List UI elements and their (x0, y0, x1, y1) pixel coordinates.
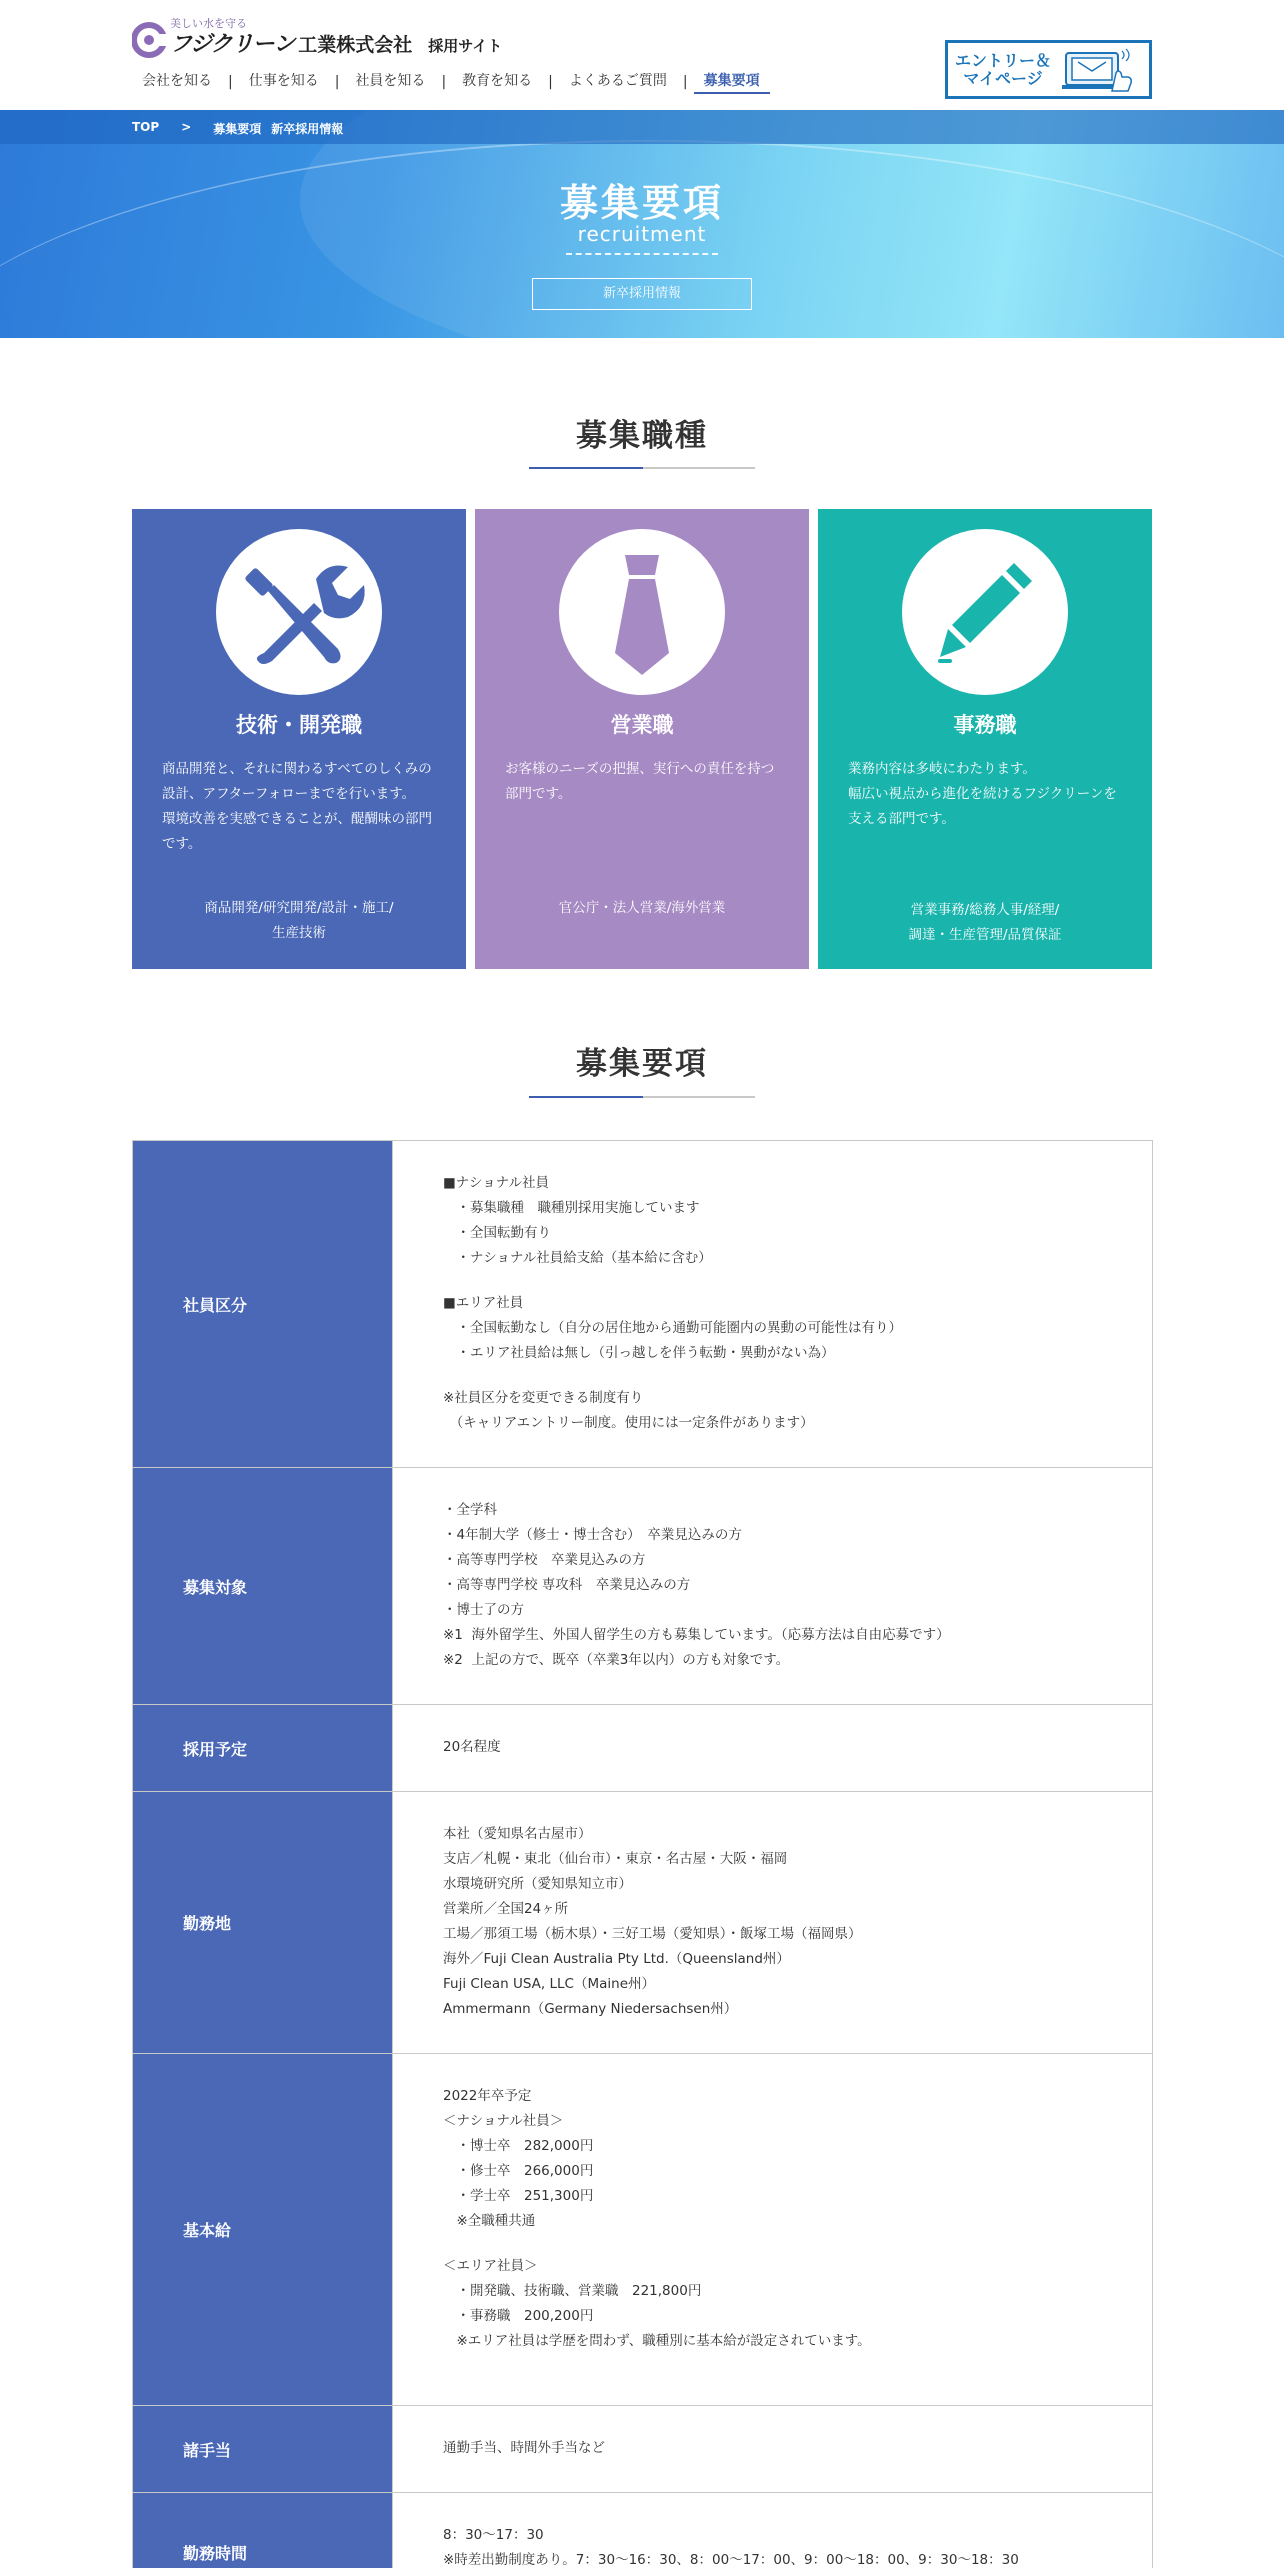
row-label: 募集対象 (133, 1468, 393, 1704)
row-text-line: ・博士了の方 (443, 1602, 524, 1618)
row-text-line: ・修士卒 266,000円 (443, 2163, 594, 2179)
row-text-line: ■エリア社員 (443, 1295, 524, 1311)
row-content (393, 2406, 1152, 2492)
row-text-line: ※時差出勤制度あり。7：30～16：30、8：00～17：00、9：00～18：00、9：30～18：30 (443, 2552, 1019, 2568)
row-label: 基本給 (133, 2054, 393, 2405)
company-logo[interactable] (132, 16, 502, 58)
breadcrumb-current: 新卒採用情報 (271, 122, 344, 136)
job-card-positions: 営業事務/総務人事/経理/ 調達・生産管理/品質保証 (908, 902, 1062, 943)
row-text-line: 工場／那須工場（栃木県）・三好工場（愛知県）・飯塚工場（福岡県） (443, 1926, 862, 1942)
section-underline (529, 1096, 755, 1098)
row-text-line: ・事務職 200,200円 (443, 2308, 594, 2324)
job-card-description: お客様のニーズの把握、実行への責任を持つ部門です。 (505, 761, 775, 802)
nav-separator: | (441, 74, 447, 90)
job-card-positions: 官公庁・法人営業/海外営業 (558, 900, 726, 916)
section-underline (529, 467, 755, 469)
requirements-section-title: 募集要項 (576, 1046, 708, 1082)
table-row (133, 2054, 1152, 2406)
row-text-line: ＜ナショナル社員＞ (443, 2113, 564, 2129)
nav-separator: | (334, 74, 340, 90)
job-card-title: 事務職 (953, 713, 1017, 737)
row-text-line: ※2 上記の方で、既卒（卒業3年以内）の方も対象です。 (443, 1652, 790, 1668)
job-card-description: 業務内容は多岐にわたります。 幅広い視点から進化を続けるフジクリーンを支える部門です。 (848, 761, 1117, 827)
block-gap (443, 2234, 1152, 2254)
row-text-line: 水環境研究所（愛知県知立市） (443, 1876, 632, 1892)
row-content (393, 2054, 1152, 2405)
site-name: 採用サイト (428, 37, 503, 55)
nav-item-recruitment[interactable]: 募集要項 (694, 70, 770, 94)
table-row (133, 2493, 1152, 2568)
row-text-line: （キャリアエントリー制度。使用には一定条件があります） (443, 1415, 814, 1431)
nav-item-work[interactable]: 仕事を知る (248, 73, 319, 89)
row-text-line: 海外／Fuji Clean Australia Pty Ltd.（Queensland州） (443, 1951, 790, 1967)
tools-icon (216, 529, 382, 695)
row-text-line: ・4年制大学（修士・博士含む） 卒業見込みの方 (443, 1527, 742, 1543)
site-header (0, 0, 1284, 110)
row-content (393, 1141, 1152, 1467)
job-card-office[interactable] (818, 509, 1152, 969)
block-gap (443, 1366, 1152, 1386)
nav-item-education[interactable]: 教育を知る (462, 73, 533, 89)
row-text-line: ・全学科 (443, 1502, 497, 1518)
row-text-line: 本社（愛知県名古屋市） (443, 1826, 592, 1842)
job-card-sales[interactable] (475, 509, 809, 969)
row-label: 勤務時間 (133, 2493, 393, 2568)
job-cards (132, 509, 1152, 969)
main-nav (132, 70, 770, 94)
table-row (133, 1705, 1152, 1792)
table-row (133, 1468, 1152, 1705)
row-label: 社員区分 (133, 1141, 393, 1467)
page-title: 募集要項 (559, 181, 724, 225)
laptop-hand-icon (1058, 47, 1138, 93)
table-row (133, 1792, 1152, 2054)
row-text-line: ・開発職、技術職、営業職 221,800円 (443, 2283, 702, 2299)
hero-divider (566, 253, 718, 255)
logo-brand: フジクリーン (170, 32, 295, 57)
row-text-line: ■ナショナル社員 (443, 1175, 550, 1191)
card-icon-circle (559, 529, 725, 695)
nav-item-company[interactable]: 会社を知る (142, 73, 212, 89)
requirements-table (132, 1140, 1153, 2568)
logo-company: 工業株式会社 (298, 34, 413, 56)
entry-mypage-button[interactable] (945, 40, 1152, 99)
nav-separator: | (682, 74, 688, 90)
jobs-section-title: 募集職種 (576, 418, 708, 454)
row-text-line: ・募集職種 職種別採用実施しています (443, 1200, 700, 1216)
breadcrumb-separator: > (181, 120, 192, 134)
row-text-line: ・エリア社員給は無し（引っ越しを伴う転勤・異動がない為） (443, 1345, 835, 1361)
job-card-title: 営業職 (610, 713, 674, 737)
nav-separator: | (548, 74, 553, 90)
row-text-line: ・高等専門学校 専攻科 卒業見込みの方 (443, 1577, 691, 1593)
row-content (393, 1468, 1152, 1704)
card-icon-circle (902, 529, 1068, 695)
pen-icon (902, 529, 1068, 695)
row-text-line: 支店／札幌・東北（仙台市）・東京・名古屋・大阪・福岡 (443, 1851, 788, 1867)
job-card-title: 技術・開発職 (236, 713, 362, 737)
row-text-line: ※全職種共通 (443, 2213, 536, 2229)
nav-item-faq[interactable]: よくあるご質問 (568, 73, 667, 89)
row-text-line: Fuji Clean USA, LLC（Maine州） (443, 1976, 655, 1992)
job-card-engineering[interactable] (132, 509, 466, 969)
breadcrumb-bar (0, 110, 1284, 144)
hero-tag: 新卒採用情報 (532, 278, 752, 310)
row-content (393, 1705, 1152, 1791)
row-text-line: 通勤手当、時間外手当など (443, 2440, 605, 2456)
row-text-line: ※社員区分を変更できる制度有り (443, 1390, 644, 1406)
logo-mark-icon (132, 20, 166, 58)
table-row (133, 1141, 1152, 1468)
nav-separator: | (228, 74, 233, 90)
row-text-line: 2022年卒予定 (443, 2088, 532, 2104)
block-gap (443, 1271, 1152, 1291)
row-text-line: Ammermann（Germany Niedersachsen州） (443, 2001, 738, 2017)
row-text-line: ・高等専門学校 卒業見込みの方 (443, 1552, 646, 1568)
page-subtitle: recruitment (577, 222, 707, 246)
row-label: 勤務地 (133, 1792, 393, 2053)
row-text-line: 8：30～17：30 (443, 2527, 544, 2543)
row-text-line: ＜エリア社員＞ (443, 2258, 538, 2274)
row-text-line: 営業所／全国24ヶ所 (443, 1901, 569, 1917)
necktie-icon (559, 529, 725, 695)
table-row (133, 2406, 1152, 2493)
row-text-line: ・全国転勤有り (443, 1225, 551, 1241)
job-card-description: 商品開発と、それに関わるすべてのしくみの設計、アフターフォローまでを行います。 環境改善を実感できることが、醍醐味の部門です。 (162, 761, 432, 852)
logo-tagline: 美しい水を守る (170, 17, 247, 30)
row-content (393, 1792, 1152, 2053)
hero-banner (0, 110, 1284, 338)
row-content (393, 2493, 1152, 2568)
row-text-line: ・ナショナル社員給支給（基本給に含む） (443, 1250, 712, 1266)
row-label: 採用予定 (133, 1705, 393, 1791)
breadcrumb-recruitment[interactable]: 募集要項 (213, 122, 262, 136)
row-text-line: ・学士卒 251,300円 (443, 2188, 594, 2204)
row-text-line: ・博士卒 282,000円 (443, 2138, 594, 2154)
breadcrumb (132, 120, 365, 137)
card-icon-circle (216, 529, 382, 695)
row-text-line: ※エリア社員は学歴を問わず、職種別に基本給が設定されています。 (443, 2333, 871, 2349)
row-text-line: ・全国転勤なし（自分の居住地から通勤可能圏内の異動の可能性は有り） (443, 1320, 902, 1336)
job-card-positions: 商品開発/研究開発/設計・施工/ 生産技術 (204, 900, 394, 941)
row-text-line: 20名程度 (443, 1739, 501, 1755)
nav-item-staff[interactable]: 社員を知る (355, 73, 426, 89)
row-label: 諸手当 (133, 2406, 393, 2492)
entry-button-label: エントリー＆ マイページ (954, 50, 1051, 88)
breadcrumb-top[interactable]: TOP (132, 120, 160, 134)
row-text-line: ※1 海外留学生、外国人留学生の方も募集しています。（応募方法は自由応募です） (443, 1627, 950, 1643)
